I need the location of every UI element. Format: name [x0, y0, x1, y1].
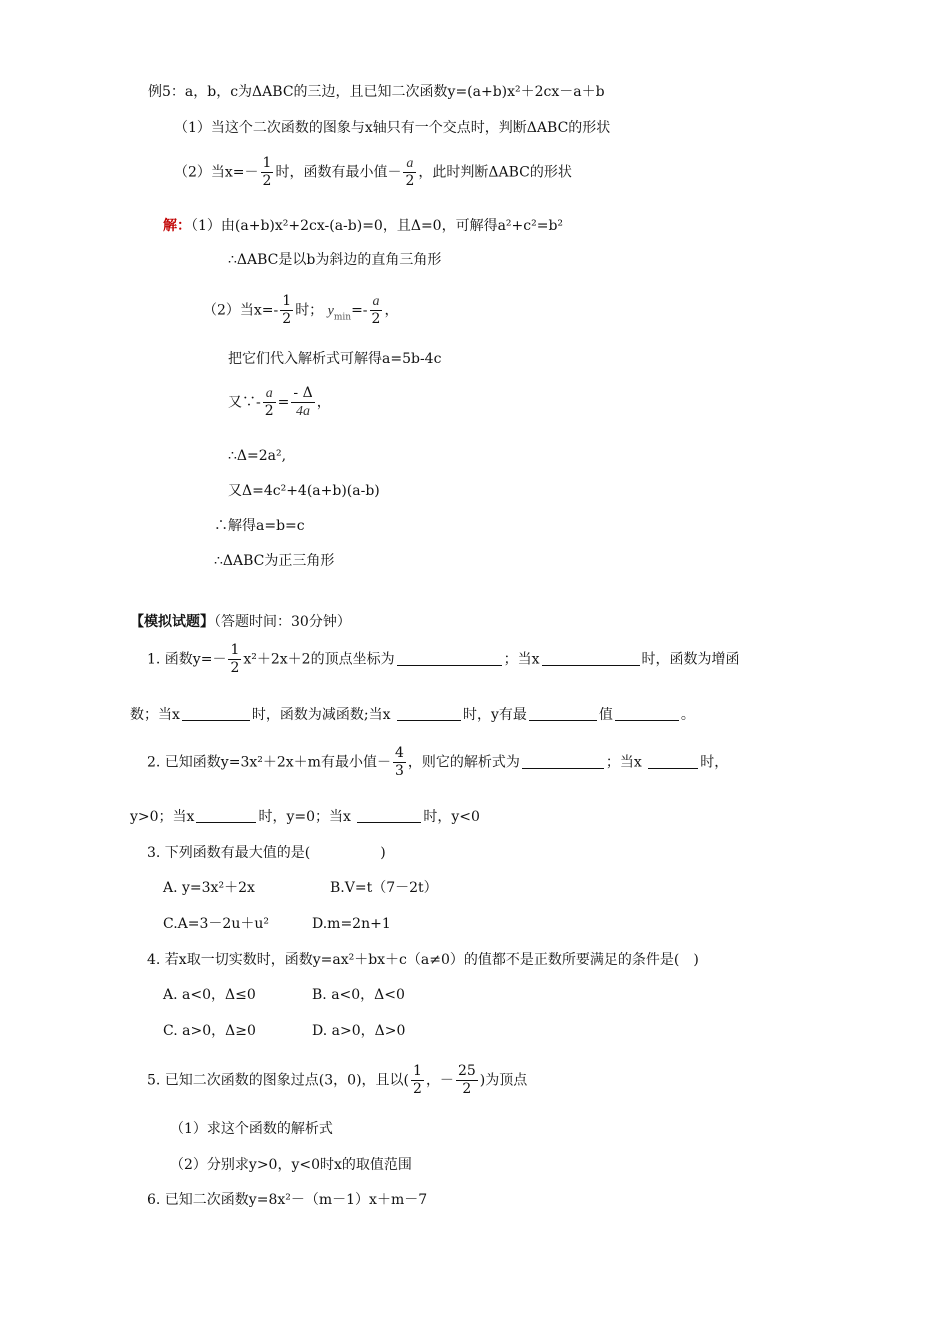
text: ， — [384, 302, 399, 319]
option-d: D. a>0，Δ>0 — [312, 1023, 406, 1039]
text: 2. 已知函数y=3x²＋2x＋m有最小值－ — [147, 754, 391, 771]
text: ；当x — [605, 754, 642, 771]
fraction-numerator: 25 — [457, 1063, 476, 1079]
answer-blank[interactable] — [522, 754, 604, 769]
fraction — [393, 745, 406, 780]
example-title: 例5：a，b，c为ΔABC的三边，且已知二次函数y=(a+b)x²＋2cx－a＋b — [148, 84, 605, 100]
text: 数；当x — [130, 707, 180, 723]
text: 时，y<0 — [423, 809, 480, 825]
fraction-numerator: - Δ — [293, 385, 313, 401]
text: = — [277, 394, 290, 411]
answer-blank[interactable] — [542, 651, 640, 666]
option-a: A. y=3x²＋2x — [163, 880, 255, 896]
example-question-2 — [174, 155, 572, 190]
fraction-denominator: 3 — [394, 763, 404, 779]
solution-line-7: 又Δ=4c²+4(a+b)(a-b) — [228, 483, 380, 499]
text: ；当x — [503, 651, 540, 668]
option-a: A. a<0，Δ≤0 — [163, 987, 256, 1003]
variable: a — [265, 386, 273, 401]
variable: 4a — [296, 404, 311, 419]
text: 时，y有最 — [462, 707, 527, 723]
variable: a — [372, 294, 380, 309]
answer-blank[interactable] — [397, 706, 461, 721]
fraction — [263, 385, 276, 420]
answer-blank[interactable] — [648, 754, 698, 769]
fraction-denominator: 2 — [262, 173, 272, 189]
solution-line-2: ∴ΔABC是以b为斜边的直角三角形 — [228, 252, 442, 268]
text: 又∵- — [228, 394, 261, 411]
practice-question-3: 3. 下列函数有最大值的是( ) — [147, 845, 386, 861]
text: （1）由(a+b)x²+2cx-(a-b)=0，且Δ=0，可解得a²+c²=b² — [191, 218, 564, 234]
solution-line-3 — [203, 293, 398, 328]
variable-y: y — [327, 303, 334, 319]
text: 值 — [598, 707, 613, 723]
solution-line-6: ∴Δ=2a², — [228, 448, 287, 464]
solution-line-8: ∴解得a=b=c — [214, 518, 305, 534]
text: y>0；当x — [130, 809, 195, 825]
fraction-numerator: 4 — [394, 745, 404, 761]
fraction-numerator: 1 — [230, 642, 240, 658]
fraction-denominator: 2 — [282, 311, 292, 327]
fraction — [403, 155, 416, 190]
practice-question-5-part-1: （1）求这个函数的解析式 — [170, 1121, 333, 1137]
text: 时，y=0；当x — [258, 809, 351, 825]
text: 时，函数为减函数;当x — [251, 707, 391, 723]
practice-question-2-cont — [130, 807, 480, 827]
answer-blank[interactable] — [615, 706, 679, 721]
subscript: min — [333, 312, 352, 323]
fraction — [411, 1063, 424, 1098]
fraction — [291, 385, 314, 420]
fraction-numerator — [403, 155, 416, 173]
practice-question-5 — [147, 1063, 527, 1098]
fraction — [261, 155, 274, 190]
text: 。 — [680, 707, 695, 723]
option-b: B. a<0，Δ<0 — [312, 987, 405, 1003]
practice-question-2 — [147, 745, 728, 780]
practice-question-1-cont — [130, 705, 695, 725]
fraction — [228, 642, 241, 677]
fraction-denominator: 2 — [413, 1081, 422, 1097]
fraction-numerator: 1 — [262, 155, 272, 171]
text: =- — [351, 302, 368, 319]
text: 5. 已知二次函数的图象过点(3，0)，且以( — [147, 1072, 410, 1089]
fraction-denominator: 2 — [405, 173, 415, 189]
fraction-numerator — [263, 385, 276, 403]
fraction-denominator: 2 — [264, 403, 274, 419]
practice-question-4: 4. 若x取一切实数时，函数y=ax²＋bx＋c（a≠0）的值都不是正数所要满足的条件是( ) — [147, 952, 699, 968]
fraction-denominator: 2 — [371, 311, 381, 327]
fraction — [456, 1063, 478, 1098]
fraction-numerator: 1 — [413, 1063, 422, 1079]
text: （2）当x=- — [203, 302, 279, 319]
solution-line-1 — [163, 216, 563, 236]
fraction-denominator: 2 — [462, 1081, 472, 1097]
text: 时， — [700, 754, 729, 771]
example-question-1: （1）当这个二次函数的图象与x轴只有一个交点时，判断ΔABC的形状 — [174, 120, 611, 136]
fraction-denominator: 2 — [230, 660, 240, 676]
fraction-numerator: 1 — [282, 293, 292, 309]
section-title: 【模拟试题】 — [130, 614, 214, 630]
text: 1. 函数y=－ — [147, 651, 227, 668]
option-c: C.A=3－2u＋u² — [163, 916, 269, 932]
practice-question-6: 6. 已知二次函数y=8x²－（m－1）x＋m－7 — [147, 1192, 428, 1208]
text: 时； — [295, 302, 324, 319]
option-c: C. a>0，Δ≥0 — [163, 1023, 256, 1039]
answer-blank[interactable] — [529, 706, 597, 721]
fraction — [280, 293, 293, 328]
text: 时，函数为增函 — [641, 651, 740, 668]
option-d: D.m=2n+1 — [312, 916, 391, 932]
text: ，则它的解析式为 — [407, 754, 520, 771]
fraction — [370, 293, 383, 328]
fraction-denominator — [291, 403, 314, 420]
answer-blank[interactable] — [357, 808, 421, 823]
fraction-numerator — [370, 293, 383, 311]
text: ，－ — [425, 1072, 454, 1089]
text: （2）当x=－ — [174, 164, 259, 181]
solution-line-4: 把它们代入解析式可解得a=5b-4c — [228, 351, 442, 367]
answer-blank[interactable] — [182, 706, 250, 721]
text: x²＋2x＋2的顶点坐标为 — [243, 651, 395, 668]
text: ， — [316, 394, 331, 411]
solution-line-5 — [228, 385, 331, 420]
practice-question-1 — [147, 642, 740, 677]
time-note: （答题时间：30分钟） — [214, 614, 351, 630]
practice-header — [130, 612, 351, 632]
text: )为顶点 — [479, 1072, 528, 1089]
practice-question-5-part-2: （2）分别求y>0，y<0时x的取值范围 — [170, 1157, 412, 1173]
option-b: B.V=t（7－2t） — [330, 880, 438, 896]
text: ，此时判断ΔABC的形状 — [418, 164, 572, 181]
answer-blank[interactable] — [397, 651, 502, 666]
solution-line-9: ∴ΔABC为正三角形 — [214, 553, 335, 569]
variable: a — [406, 156, 414, 171]
text: 时，函数有最小值－ — [275, 164, 402, 181]
solution-label: 解： — [163, 218, 191, 234]
answer-blank[interactable] — [196, 808, 256, 823]
